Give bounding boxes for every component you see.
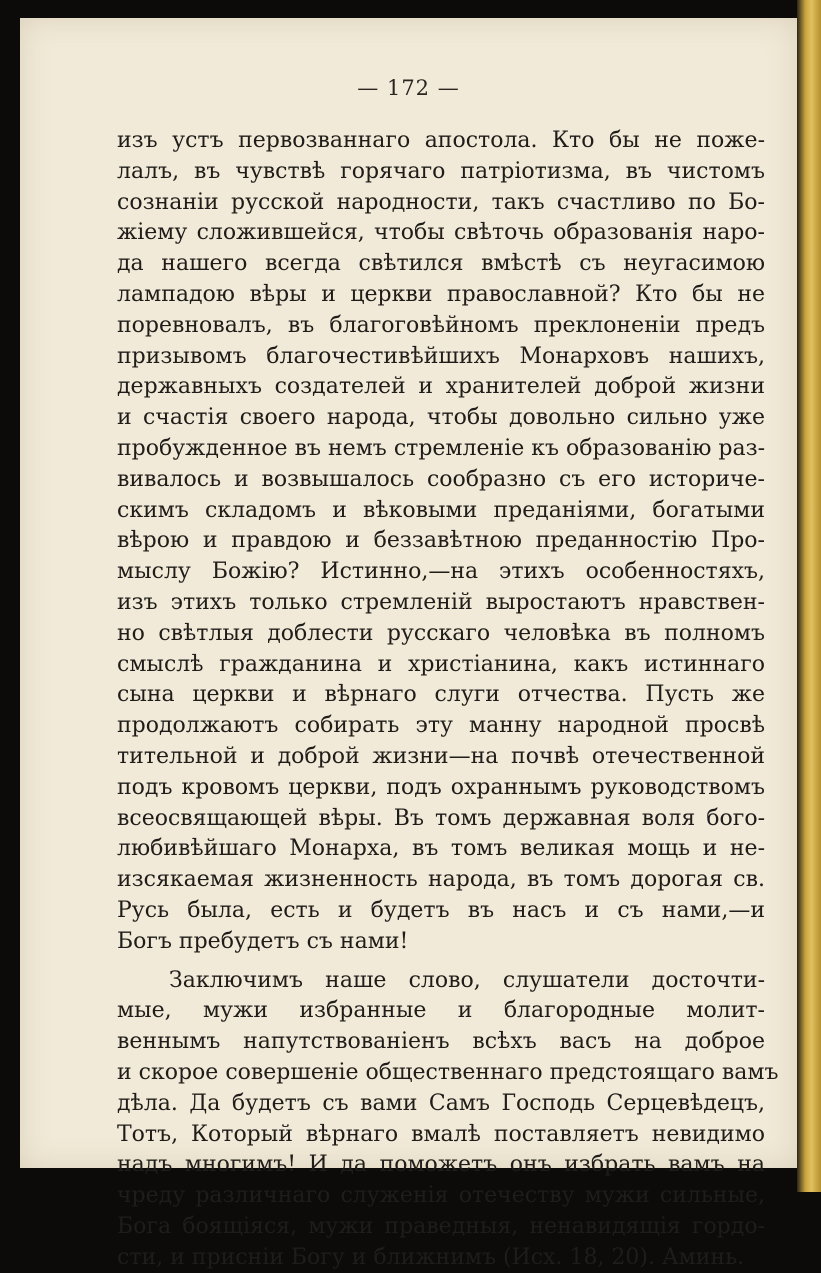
- text-line: лалъ, въ чувствѣ горячаго патріотизма, въ чистомъ: [117, 158, 765, 184]
- text-line: изъ устъ первозваннаго апостола. Кто бы не поже-: [117, 128, 765, 153]
- paragraph: [117, 126, 765, 958]
- text-line: сознаніи русской народности, такъ счастливо по Бо-: [117, 189, 765, 215]
- text-line: державныхъ создателей и хранителей доброй жизни: [117, 374, 765, 400]
- book-page: [20, 18, 797, 1270]
- text-line: сына церкви и вѣрнаго слуги отчества. Пусть же: [117, 682, 765, 708]
- text-line: да нашего всегда свѣтился вмѣстѣ съ неугасимою: [117, 251, 765, 277]
- text-line: жіему сложившейся, чтобы свѣточь образованія наро-: [117, 220, 765, 246]
- text-line: чреду различнаго служенія отечеству мужи сильные,: [117, 1183, 765, 1209]
- text-line: Заключимъ наше слово, слушатели досточти-: [169, 967, 765, 993]
- text-line: вѣрою и правдою и беззавѣтною преданностію Про-: [117, 528, 765, 554]
- text-line: скимъ складомъ и вѣковыми преданіями, богатыми: [117, 497, 765, 523]
- text-line: Богъ пребудетъ съ нами!: [117, 928, 409, 954]
- text-line: лампадою вѣры и церкви православной? Кто бы не: [117, 281, 765, 307]
- text-line: мые, мужи избранные и благородные молит-: [117, 998, 765, 1024]
- paragraph: [117, 966, 779, 1273]
- text-line: пробужденное въ немъ стремленіе къ образованію раз-: [117, 435, 765, 461]
- text-line: сти, и присніи Богу и ближнимъ (Исх. 18, 20). Аминь.: [117, 1244, 745, 1270]
- text-line: вивалось и возвышалось сообразно съ его историче-: [117, 466, 765, 492]
- text-line: изъ этихъ только стремленій выростаютъ нравствен-: [117, 589, 765, 615]
- text-line: подъ кровомъ церкви, подъ охраннымъ руководствомъ: [117, 774, 765, 800]
- page-number: — 172 —: [357, 76, 460, 100]
- text-line: и счастія своего народа, чтобы довольно сильно уже: [117, 405, 765, 431]
- text-line: всеосвящающей вѣры. Въ томъ державная воля бого-: [117, 805, 765, 831]
- text-line: дѣла. Да будетъ съ вами Самъ Господь Серцевѣдецъ,: [117, 1090, 765, 1116]
- paragraph-gap: [117, 958, 765, 966]
- text-line: любивѣйшаго Монарха, въ томъ великая мощь и не-: [117, 836, 765, 862]
- body-text: [117, 126, 779, 1273]
- text-line: Русь была, есть и будетъ въ насъ и съ нами,—и: [117, 897, 765, 923]
- text-line: поревновалъ, въ благоговѣйномъ преклоненіи предъ: [117, 312, 765, 338]
- text-line: продолжаютъ собирать эту манну народной просвѣ: [117, 713, 765, 739]
- text-line: Тотъ, Который вѣрнаго вмалѣ поставляетъ невидимо: [117, 1121, 765, 1147]
- book-spine-edge: [797, 0, 821, 1192]
- text-line: мыслу Божію? Истинно,—на этихъ особенностяхъ,: [117, 559, 765, 585]
- text-line: веннымъ напутствованіенъ всѣхъ васъ на доброе: [117, 1029, 765, 1055]
- text-line: и скорое совершеніе общественнаго предстоящаго вамъ: [117, 1059, 779, 1085]
- text-line: изсякаемая жизненность народа, въ томъ дорогая св.: [117, 867, 765, 893]
- text-line: надъ многимъ! И да поможетъ онъ избрать вамъ на: [117, 1152, 765, 1178]
- text-line: смыслѣ гражданина и христіанина, какъ истиннаго: [117, 651, 765, 677]
- text-line: призывомъ благочестивѣйшихъ Монарховъ нашихъ,: [117, 343, 765, 369]
- text-line: Бога боящіяся, мужи праведныя, ненавидящія гордо-: [117, 1213, 765, 1239]
- text-line: но свѣтлыя доблести русскаго человѣка въ полномъ: [117, 620, 765, 646]
- text-line: тительной и доброй жизни—на почвѣ отечественной: [117, 743, 765, 769]
